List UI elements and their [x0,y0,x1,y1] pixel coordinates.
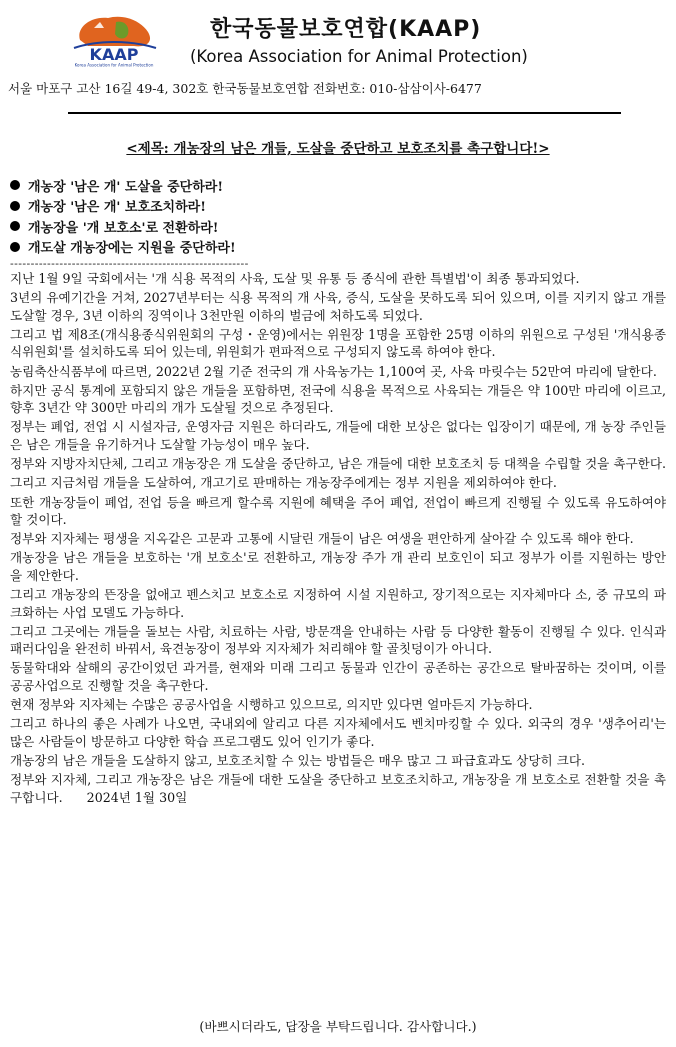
demand-item [10,196,670,217]
paragraph: 현재 정부와 지자체는 수많은 공공사업을 시행하고 있으므로, 의지만 있다면 얼마든지 가능하다. [10,697,533,713]
bullet-icon [10,180,20,190]
paragraph: 3년의 유예기간을 거쳐, 2027년부터는 식용 목적의 개 사육, 증식, 도살을 못하도록 되어 있으며, 이를 지키지 않고 개를 도살할 경우, 3년 이하의 징역이나 3천만원 이하의 벌금에 처하도록 되었다. [10,290,666,323]
demand-text: 개농장을 '개 보호소'로 전환하라! [28,220,219,236]
paragraph: 그리고 지금처럼 개들을 도살하여, 개고기로 판매하는 개농장주에게는 정부 지원을 제외하여야 한다. [10,475,557,491]
letterhead [0,0,676,112]
paragraph: 개농장의 남은 개들을 도살하지 않고, 보호조치할 수 있는 방법들은 매우 많고 그 파급효과도 상당히 크다. [10,753,586,768]
svg-text:KAAP: KAAP [89,45,139,64]
demand-item [10,237,670,258]
paragraph: 그리고 하나의 좋은 사례가 나오면, 국내외에 알리고 다른 지자체에서도 벤치마킹할 수 있다. 외국의 경우 '생추어리'는 많은 사람들이 방문하고 다양한 학습 프로그램도 있어 인기가 좋다. [10,716,666,749]
bullet-icon [10,221,20,231]
demand-text: 개도살 개농장에는 지원을 중단하라! [28,241,236,257]
header-divider [68,112,621,114]
paragraph: 정부와 지자체, 그리고 개농장은 남은 개들에 대한 도살을 중단하고 보호조치하고, 개농장을 개 보호소로 전환할 것을 촉구합니다. 2024년 1월 30일 [10,772,666,805]
closing-note: (바쁘시더라도, 답장을 부탁드립니다. 감사합니다.) [199,1019,477,1034]
paragraph: 또한 개농장들이 폐업, 전업 등을 빠르게 할수록 지원에 혜택을 주어 폐업, 전업이 빠르게 진행될 수 있도록 유도하여야 할 것이다. [10,494,666,527]
paragraph: 그리고 법 제8조(개식용종식위원회의 구성・운영)에서는 위원장 1명을 포함한 25명 이하의 위원으로 구성된 '개식용종식위원회'를 설치하도록 되어 있는데, 위원회가 편파적으로 구성되지 않도록 하여야 한다. [10,326,666,360]
paragraph: 개농장을 남은 개들을 보호하는 '개 보호소'로 전환하고, 개농장 주가 개 관리 보호인이 되고 정부가 이를 지원하는 방안을 제안한다. [10,550,666,583]
paragraph: 지난 1월 9일 국회에서는 '개 식용 목적의 사육, 도살 및 유통 등 종식에 관한 특별법'이 최종 통과되었다. [10,271,580,286]
demand-text: 개농장 '남은 개' 도살을 중단하라! [28,179,224,195]
org-name-korean: 한국동물보호연합(KAAP) [210,17,482,42]
dashed-separator: ---------------------------------------------------------- [10,257,249,270]
bullet-icon [10,242,20,252]
demand-item [10,175,670,196]
paragraph: 그리고 개농장의 뜬장을 없애고 펜스치고 보호소로 지정하여 시설 지원하고, 장기적으로는 지자체마다 소, 중 규모의 파크화하는 사업 모델도 가능하다. [10,587,666,620]
svg-text:Korea Association for Animal P: Korea Association for Animal Protection [74,62,154,68]
letter-body [10,270,666,808]
letter-title: <제목: 개농장의 남은 개들, 도살을 중단하고 보호조치를 촉구합니다!> [126,141,550,157]
paragraph: 하지만 공식 통계에 포함되지 않은 개들을 포함하면, 전국에 식용을 목적으로 사육되는 개들은 약 100만 마리에 이르고, 향후 3년간 약 300만 마리의 개가 도살될 것으로 추정된다. [10,382,666,416]
address-line: 서울 마포구 고산 16길 49-4, 302호 한국동물보호연합 전화번호: 010-삼삼이사-6477 [8,81,482,96]
paragraph: 정부와 지방자치단체, 그리고 개농장은 개 도살을 중단하고, 남은 개들에 대한 보호조치 등 대책을 수립할 것을 촉구한다. [10,456,667,472]
paragraph: 정부는 폐업, 전업 시 시설자금, 운영자금 지원은 하더라도, 개들에 대한 보상은 없다는 입장이기 때문에, 개 농장 주인들은 남은 개들을 유기하거나 도살할 가능성이 매우 높다. [10,419,666,452]
demand-text: 개농장 '남은 개' 보호조치하라! [28,200,206,216]
paragraph: 동물학대와 살해의 공간이었던 과거를, 현재와 미래 그리고 동물과 인간이 공존하는 공간으로 탈바꿈하는 것이며, 이를 공공사업으로 진행할 것을 촉구한다. [10,660,666,693]
kaap-logo [68,10,160,68]
demand-item [10,216,670,237]
paragraph: 그리고 그곳에는 개들을 돌보는 사람, 치료하는 사람, 방문객을 안내하는 사람 등 다양한 활동이 진행될 수 있다. 인식과 패러다임을 완전히 바꿔서, 육견농장이 정부와 지자체가 처리해야 할 골칫덩이가 아니다. [10,623,666,657]
org-name-english: (Korea Association for Animal Protection) [190,47,528,66]
bullet-icon [10,201,20,211]
paragraph: 농림축산식품부에 따르면, 2022년 2월 기준 전국의 개 사육농가는 1,100여 곳, 사육 마릿수는 52만여 마리에 달한다. [10,363,657,379]
paragraph: 정부와 지자체는 평생을 지옥같은 고문과 고통에 시달린 개들이 남은 여생을 편안하게 살아갈 수 있도록 해야 한다. [10,531,634,547]
demands-list [10,175,670,257]
